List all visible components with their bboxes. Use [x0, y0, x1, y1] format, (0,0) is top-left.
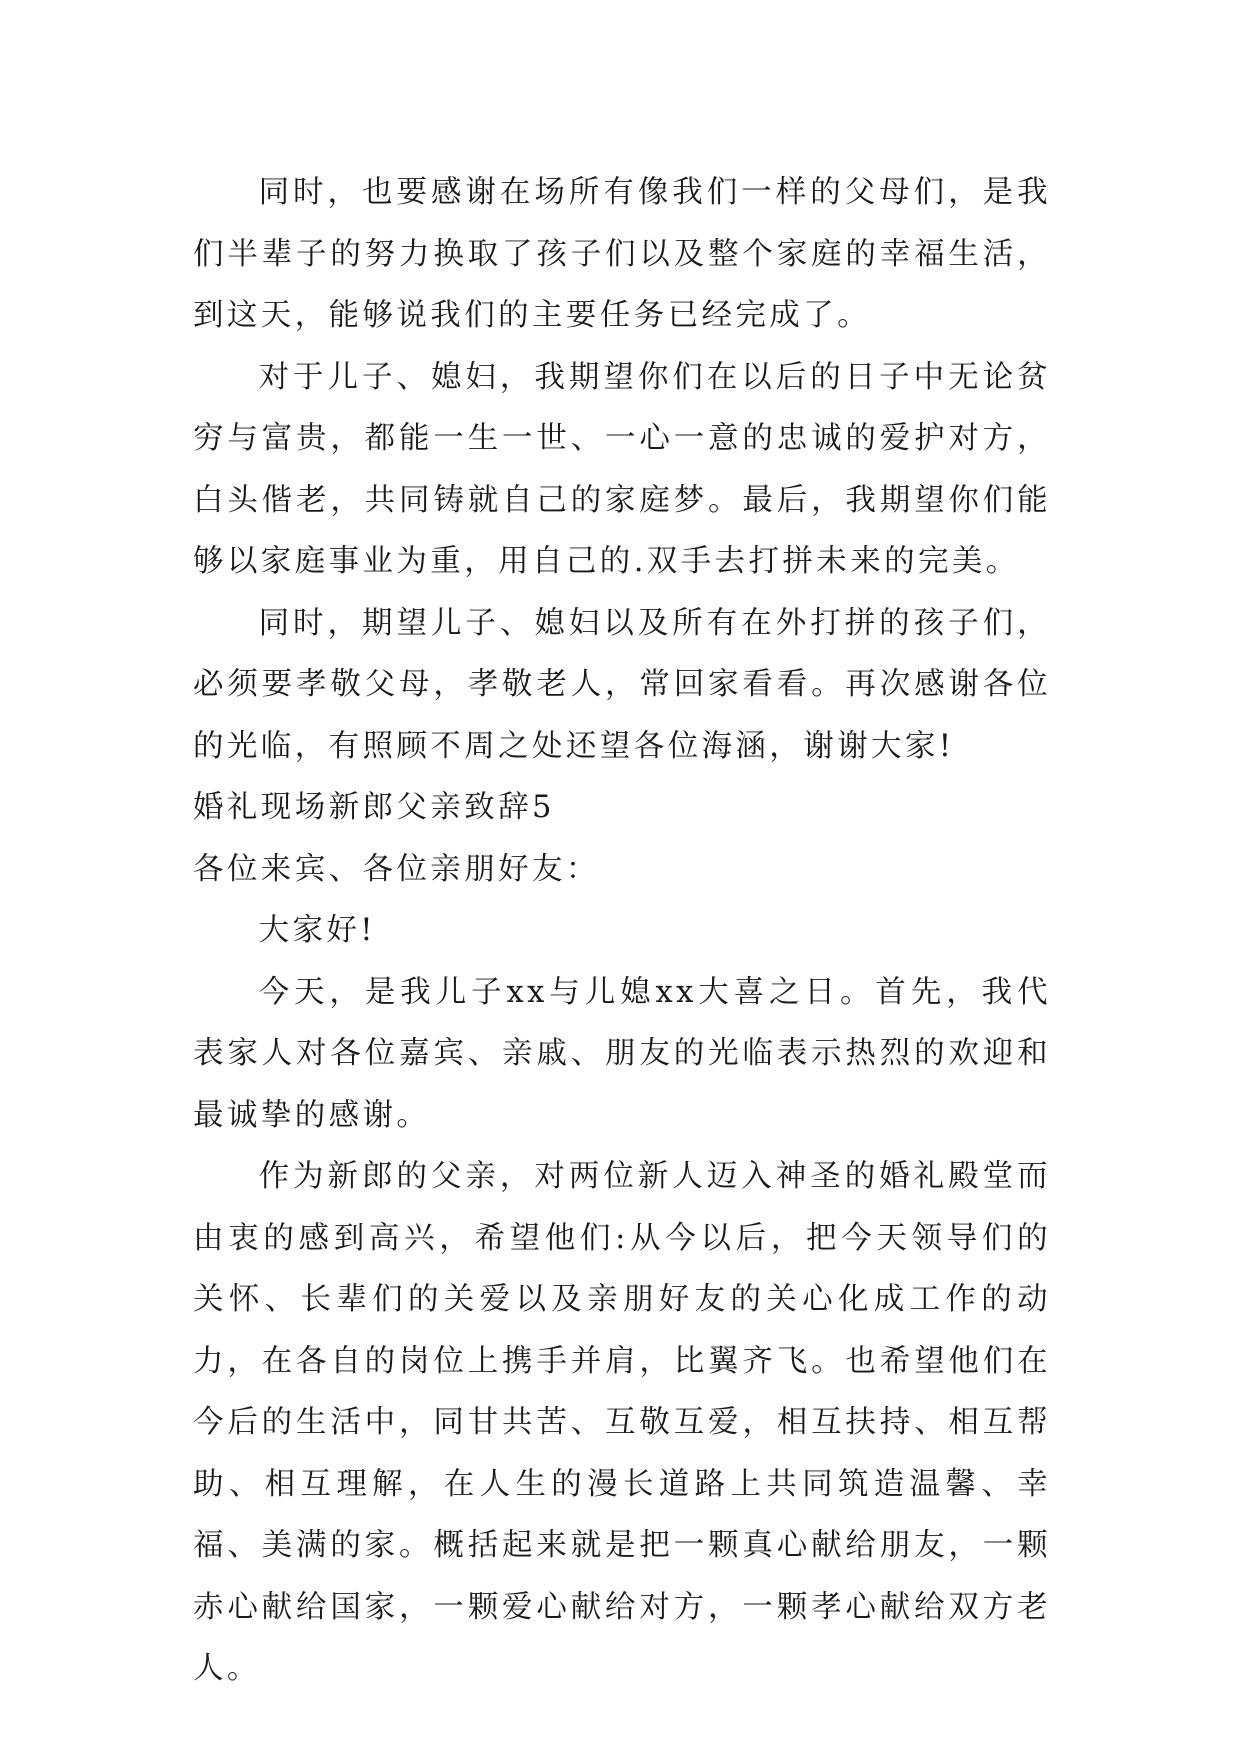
- paragraph-filial-piety: 同时，期望儿子、媳妇以及所有在外打拼的孩子们，必须要孝敬父母，孝敬老人，常回家看看。再次感谢各位的光临，有照顾不周之处还望各位海涵，谢谢大家!: [193, 605, 1051, 764]
- paragraph-hopes: 作为新郎的父亲，对两位新人迈入神圣的婚礼殿堂而由衷的感到高兴，希望他们:从今以后，把今天领导们的关怀、长辈们的关爱以及亲朋好友的关心化成工作的动力，在各自的岗位上携手并肩，比翼齐飞。也希望他们在今后的生活中，同甘共苦、互敬互爱，相互扶持、相互帮助、相互理解，在人生的漫长道路上共同筑造温馨、幸福、美满的家。概括起来就是把一颗真心献给朋友，一颗赤心献给国家，一颗爱心献给对方，一颗孝心献给双方老人。: [193, 1159, 1051, 1686]
- paragraph-wishes-couple: 对于儿子、媳妇，我期望你们在以后的日子中无论贫穷与富贵，都能一生一世、一心一意的忠诚的爱护对方，白头偕老，共同铸就自己的家庭梦。最后，我期望你们能够以家庭事业为重，用自己的.双手去打拼未来的完美。: [193, 359, 1051, 579]
- greeting: 大家好!: [258, 913, 376, 948]
- paragraph-welcome: 今天，是我儿子xx与儿媳xx大喜之日。首先，我代表家人对各位嘉宾、亲戚、朋友的光临表示热烈的欢迎和最诚挚的感谢。: [193, 974, 1051, 1133]
- section-heading: 婚礼现场新郎父亲致辞5: [193, 790, 555, 825]
- paragraph-thanks-parents: 同时，也要感谢在场所有像我们一样的父母们，是我们半辈子的努力换取了孩子们以及整个家庭的幸福生活，到这天，能够说我们的主要任务已经完成了。: [193, 175, 1051, 333]
- salutation: 各位来宾、各位亲朋好友：: [193, 851, 600, 887]
- document-page: [193, 162, 1051, 1700]
